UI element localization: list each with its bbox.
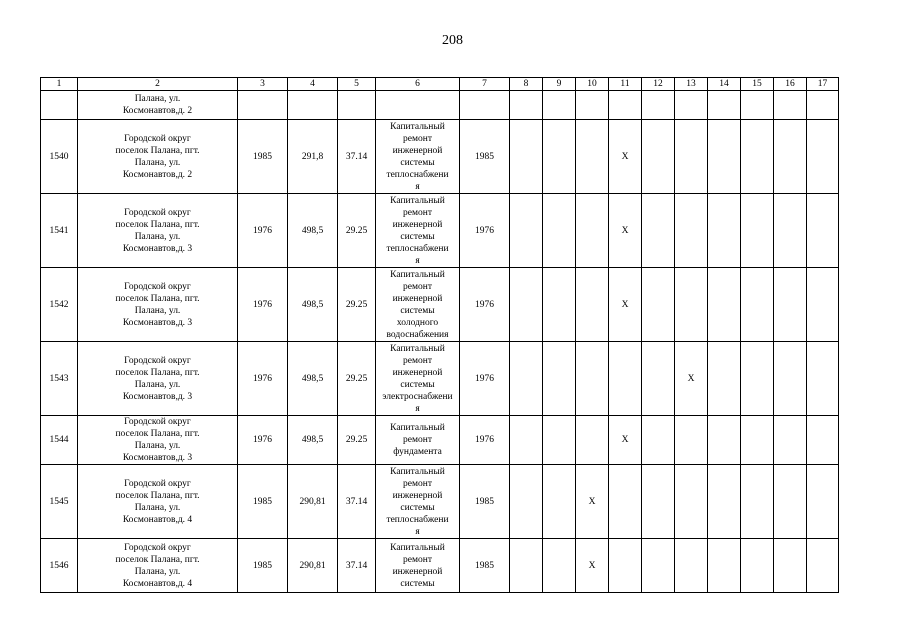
table-cell bbox=[543, 465, 576, 539]
table-cell bbox=[576, 91, 609, 120]
area-cell: 291,8 bbox=[288, 120, 338, 194]
table-cell bbox=[460, 91, 510, 120]
table-cell bbox=[675, 194, 708, 268]
table-cell bbox=[807, 91, 839, 120]
page-number: 208 bbox=[442, 33, 463, 48]
address-cell: Городской округ поселок Палана, пгт. Палана, ул. Космонавтов,д. 3 bbox=[78, 268, 238, 342]
table-cell bbox=[510, 268, 543, 342]
work-type-cell: Капитальный ремонт фундамента bbox=[376, 416, 460, 465]
table-row bbox=[41, 416, 839, 465]
work-type-cell: Капитальный ремонт инженерной системы электроснабжени я bbox=[376, 342, 460, 416]
table-cell bbox=[774, 342, 807, 416]
area-cell: 498,5 bbox=[288, 342, 338, 416]
column-header: 4 bbox=[288, 78, 338, 91]
table-cell bbox=[774, 416, 807, 465]
table-cell bbox=[642, 416, 675, 465]
year-built-cell: 1976 bbox=[238, 416, 288, 465]
table-cell bbox=[708, 539, 741, 593]
table-cell bbox=[807, 194, 839, 268]
table-row bbox=[41, 194, 839, 268]
area-cell: 290,81 bbox=[288, 465, 338, 539]
table-cell bbox=[576, 268, 609, 342]
table-cell bbox=[543, 539, 576, 593]
table-cell bbox=[807, 268, 839, 342]
table-cell bbox=[708, 91, 741, 120]
table-row bbox=[41, 465, 839, 539]
work-type-cell: Капитальный ремонт инженерной системы теплоснабжени я bbox=[376, 120, 460, 194]
table-cell bbox=[609, 465, 642, 539]
column-header: 3 bbox=[238, 78, 288, 91]
address-cell: Палана, ул. Космонавтов,д. 2 bbox=[78, 91, 238, 120]
column-header: 13 bbox=[675, 78, 708, 91]
table-cell bbox=[708, 342, 741, 416]
mark-cell: X bbox=[576, 465, 609, 539]
table-cell bbox=[543, 194, 576, 268]
area-cell: 498,5 bbox=[288, 194, 338, 268]
table-cell bbox=[708, 465, 741, 539]
table-cell bbox=[642, 539, 675, 593]
table-cell bbox=[642, 120, 675, 194]
table-cell bbox=[576, 120, 609, 194]
row-id-cell: 1540 bbox=[41, 120, 78, 194]
table-cell bbox=[675, 120, 708, 194]
year-built-cell: 1985 bbox=[238, 465, 288, 539]
table-cell bbox=[642, 91, 675, 120]
table-cell bbox=[609, 91, 642, 120]
table-cell bbox=[609, 539, 642, 593]
area-cell: 290,81 bbox=[288, 539, 338, 593]
address-cell: Городской округ поселок Палана, пгт. Палана, ул. Космонавтов,д. 3 bbox=[78, 194, 238, 268]
table-cell bbox=[741, 416, 774, 465]
year-built-cell: 1976 bbox=[238, 342, 288, 416]
mark-cell: X bbox=[609, 120, 642, 194]
table-cell bbox=[807, 539, 839, 593]
works-table bbox=[40, 77, 839, 593]
table-cell bbox=[708, 194, 741, 268]
table-cell bbox=[642, 342, 675, 416]
year-built-cell: 1985 bbox=[238, 539, 288, 593]
year-cell: 1976 bbox=[460, 416, 510, 465]
table-cell bbox=[741, 465, 774, 539]
continuation-row bbox=[41, 91, 839, 120]
table-cell bbox=[642, 465, 675, 539]
value-cell: 29.25 bbox=[338, 416, 376, 465]
table-cell bbox=[708, 416, 741, 465]
column-header: 16 bbox=[774, 78, 807, 91]
table-cell bbox=[510, 416, 543, 465]
table-cell bbox=[576, 194, 609, 268]
column-header: 7 bbox=[460, 78, 510, 91]
table-cell bbox=[807, 416, 839, 465]
value-cell: 37.14 bbox=[338, 465, 376, 539]
table-cell bbox=[543, 91, 576, 120]
table-cell bbox=[741, 539, 774, 593]
work-type-cell: Капитальный ремонт инженерной системы теплоснабжени я bbox=[376, 194, 460, 268]
table-row bbox=[41, 268, 839, 342]
mark-cell: X bbox=[576, 539, 609, 593]
address-cell: Городской округ поселок Палана, пгт. Палана, ул. Космонавтов,д. 3 bbox=[78, 342, 238, 416]
table-cell bbox=[510, 120, 543, 194]
row-id-cell: 1546 bbox=[41, 539, 78, 593]
table-cell bbox=[774, 194, 807, 268]
table-cell bbox=[774, 120, 807, 194]
value-cell: 37.14 bbox=[338, 539, 376, 593]
address-cell: Городской округ поселок Палана, пгт. Палана, ул. Космонавтов,д. 4 bbox=[78, 465, 238, 539]
table-cell bbox=[708, 268, 741, 342]
table-cell bbox=[609, 342, 642, 416]
table-cell bbox=[510, 91, 543, 120]
table-cell bbox=[338, 91, 376, 120]
area-cell: 498,5 bbox=[288, 268, 338, 342]
mark-cell: X bbox=[609, 194, 642, 268]
address-cell: Городской округ поселок Палана, пгт. Палана, ул. Космонавтов,д. 3 bbox=[78, 416, 238, 465]
row-id-cell: 1543 bbox=[41, 342, 78, 416]
table-cell bbox=[288, 91, 338, 120]
value-cell: 29.25 bbox=[338, 194, 376, 268]
table-row bbox=[41, 120, 839, 194]
column-header: 12 bbox=[642, 78, 675, 91]
column-header: 11 bbox=[609, 78, 642, 91]
table-cell bbox=[774, 465, 807, 539]
table-cell bbox=[774, 539, 807, 593]
year-built-cell: 1976 bbox=[238, 194, 288, 268]
value-cell: 37.14 bbox=[338, 120, 376, 194]
row-id-cell: 1545 bbox=[41, 465, 78, 539]
year-cell: 1976 bbox=[460, 268, 510, 342]
year-cell: 1976 bbox=[460, 194, 510, 268]
table-cell bbox=[708, 120, 741, 194]
address-cell: Городской округ поселок Палана, пгт. Палана, ул. Космонавтов,д. 4 bbox=[78, 539, 238, 593]
table-cell bbox=[41, 91, 78, 120]
year-cell: 1985 bbox=[460, 120, 510, 194]
column-header: 10 bbox=[576, 78, 609, 91]
table-cell bbox=[543, 268, 576, 342]
year-built-cell: 1976 bbox=[238, 268, 288, 342]
table-cell bbox=[642, 268, 675, 342]
mark-cell: X bbox=[675, 342, 708, 416]
column-header: 14 bbox=[708, 78, 741, 91]
table-cell bbox=[543, 120, 576, 194]
work-type-cell: Капитальный ремонт инженерной системы теплоснабжени я bbox=[376, 465, 460, 539]
table-cell bbox=[741, 268, 774, 342]
column-header: 5 bbox=[338, 78, 376, 91]
value-cell: 29.25 bbox=[338, 342, 376, 416]
table-cell bbox=[774, 91, 807, 120]
column-header: 8 bbox=[510, 78, 543, 91]
table-cell bbox=[741, 91, 774, 120]
year-cell: 1976 bbox=[460, 342, 510, 416]
mark-cell: X bbox=[609, 416, 642, 465]
table-cell bbox=[675, 91, 708, 120]
table-cell bbox=[675, 465, 708, 539]
row-id-cell: 1541 bbox=[41, 194, 78, 268]
row-id-cell: 1542 bbox=[41, 268, 78, 342]
table-cell bbox=[543, 416, 576, 465]
row-id-cell: 1544 bbox=[41, 416, 78, 465]
table-row bbox=[41, 539, 839, 593]
table-row bbox=[41, 342, 839, 416]
table-cell bbox=[543, 342, 576, 416]
table-cell bbox=[675, 539, 708, 593]
table-cell bbox=[376, 91, 460, 120]
table-cell bbox=[510, 342, 543, 416]
year-cell: 1985 bbox=[460, 465, 510, 539]
year-built-cell: 1985 bbox=[238, 120, 288, 194]
table-cell bbox=[807, 342, 839, 416]
column-header: 6 bbox=[376, 78, 460, 91]
table-cell bbox=[741, 120, 774, 194]
mark-cell: X bbox=[609, 268, 642, 342]
table-cell bbox=[741, 194, 774, 268]
column-number-row bbox=[41, 78, 839, 91]
table-cell bbox=[576, 342, 609, 416]
column-header: 15 bbox=[741, 78, 774, 91]
table-cell bbox=[774, 268, 807, 342]
table-cell bbox=[675, 416, 708, 465]
table-cell bbox=[576, 416, 609, 465]
work-type-cell: Капитальный ремонт инженерной системы холодного водоснабжения bbox=[376, 268, 460, 342]
year-cell: 1985 bbox=[460, 539, 510, 593]
column-header: 1 bbox=[41, 78, 78, 91]
column-header: 17 bbox=[807, 78, 839, 91]
column-header: 9 bbox=[543, 78, 576, 91]
table-cell bbox=[238, 91, 288, 120]
table-cell bbox=[510, 194, 543, 268]
table-cell bbox=[807, 465, 839, 539]
address-cell: Городской округ поселок Палана, пгт. Палана, ул. Космонавтов,д. 2 bbox=[78, 120, 238, 194]
work-type-cell: Капитальный ремонт инженерной системы bbox=[376, 539, 460, 593]
table-cell bbox=[741, 342, 774, 416]
table-cell bbox=[510, 465, 543, 539]
area-cell: 498,5 bbox=[288, 416, 338, 465]
table-cell bbox=[807, 120, 839, 194]
table-cell bbox=[675, 268, 708, 342]
table-cell bbox=[510, 539, 543, 593]
value-cell: 29.25 bbox=[338, 268, 376, 342]
table-cell bbox=[642, 194, 675, 268]
column-header: 2 bbox=[78, 78, 238, 91]
